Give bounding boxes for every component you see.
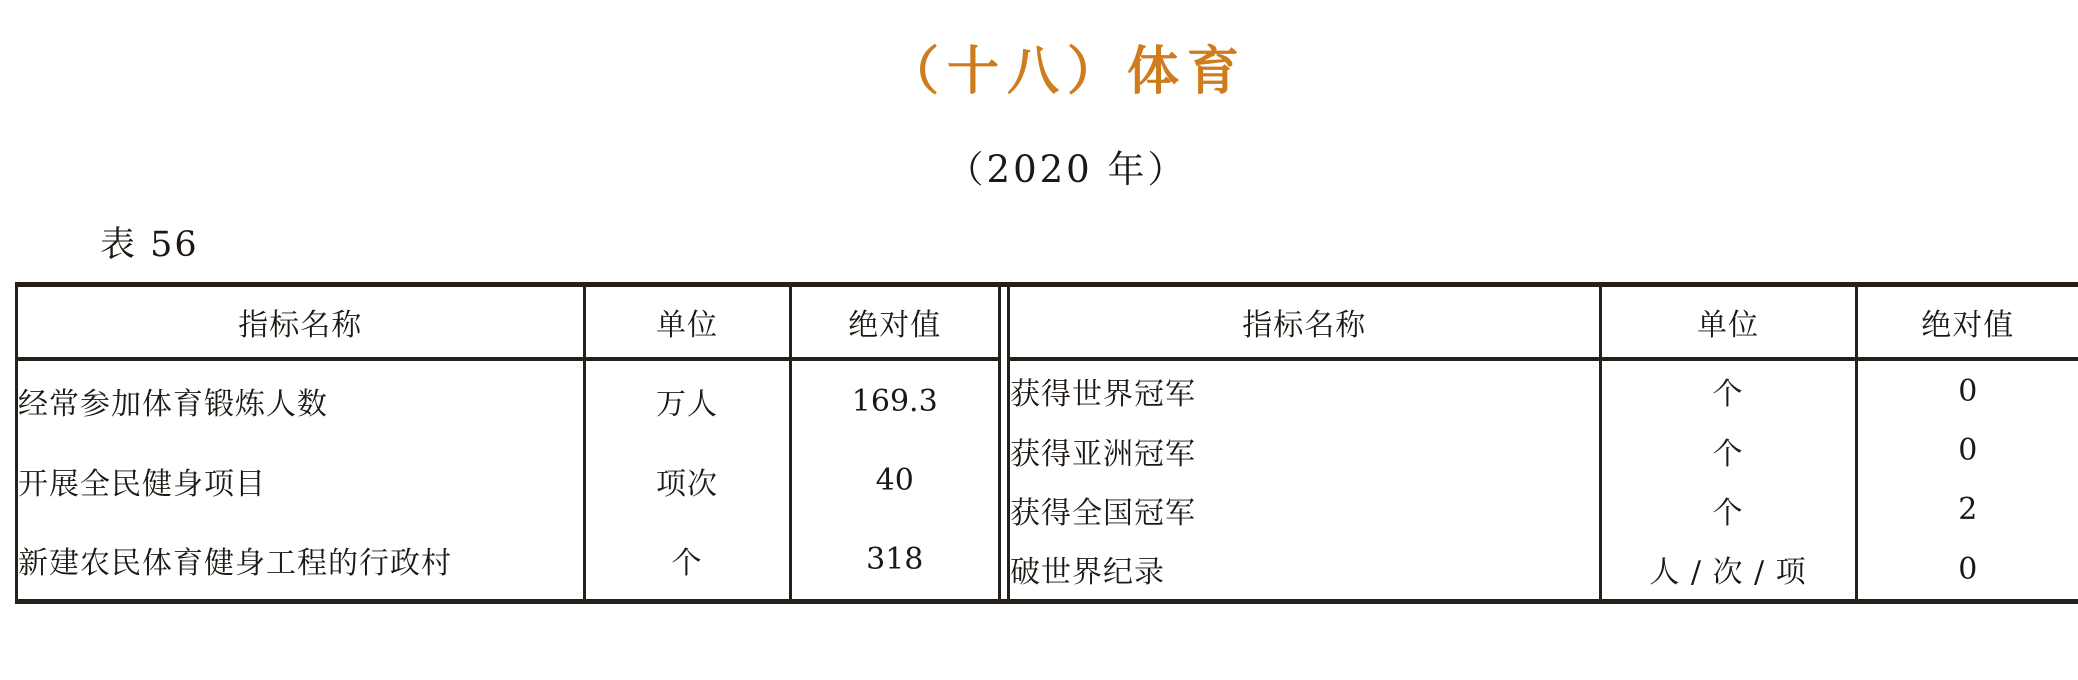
table-row — [18, 359, 998, 441]
unit-cell: 个 — [1600, 359, 1856, 421]
right-table — [1010, 287, 2078, 599]
table-row — [1010, 480, 2078, 539]
value-cell: 0 — [1856, 421, 2078, 480]
table-row — [18, 441, 998, 520]
section-title: （十八）体育 — [886, 41, 1247, 102]
value-cell: 0 — [1856, 359, 2078, 421]
unit-cell: 万人 — [584, 359, 790, 441]
value-cell: 40 — [790, 441, 998, 520]
left-column-header-value: 绝对值 — [790, 287, 998, 359]
indicator-name-cell: 破世界纪录 — [1010, 555, 1165, 591]
left-header-row — [18, 287, 998, 359]
table-row — [1010, 540, 2078, 599]
left-column-header-unit: 单位 — [584, 287, 790, 359]
indicator-name-cell: 开展全民健身项目 — [18, 466, 266, 502]
unit-cell: 个 — [1600, 480, 1856, 539]
indicator-name-cell: 经常参加体育锻炼人数 — [18, 387, 328, 423]
table-row — [1010, 421, 2078, 480]
unit-cell: 项次 — [584, 441, 790, 520]
value-cell: 0 — [1856, 540, 2078, 599]
right-header-row — [1010, 287, 2078, 359]
unit-cell: 个 — [584, 520, 790, 599]
table-row — [1010, 359, 2078, 421]
indicator-table — [15, 282, 2078, 604]
indicator-name-cell: 获得世界冠军 — [1010, 377, 1196, 412]
left-column-header-name: 指标名称 — [18, 287, 584, 359]
value-cell: 318 — [790, 520, 998, 599]
table-row — [18, 520, 998, 599]
indicator-name-cell: 获得亚洲冠军 — [1010, 436, 1196, 472]
left-table — [18, 287, 998, 599]
unit-cell: 人 / 次 / 项 — [1600, 540, 1856, 599]
right-column-header-value: 绝对值 — [1856, 287, 2078, 359]
right-column-header-unit: 单位 — [1600, 287, 1856, 359]
value-cell: 169.3 — [790, 359, 998, 441]
right-column-header-name: 指标名称 — [1010, 287, 1600, 359]
indicator-name-cell: 获得全国冠军 — [1010, 495, 1196, 531]
indicator-table-left — [18, 287, 1001, 599]
table-number-label: 表 56 — [100, 225, 199, 265]
indicator-table-right — [1007, 287, 2078, 599]
value-cell: 2 — [1856, 480, 2078, 539]
indicator-name-cell: 新建农民体育健身工程的行政村 — [18, 545, 452, 581]
year-subtitle: （2020 年） — [946, 148, 1188, 191]
unit-cell: 个 — [1600, 421, 1856, 480]
